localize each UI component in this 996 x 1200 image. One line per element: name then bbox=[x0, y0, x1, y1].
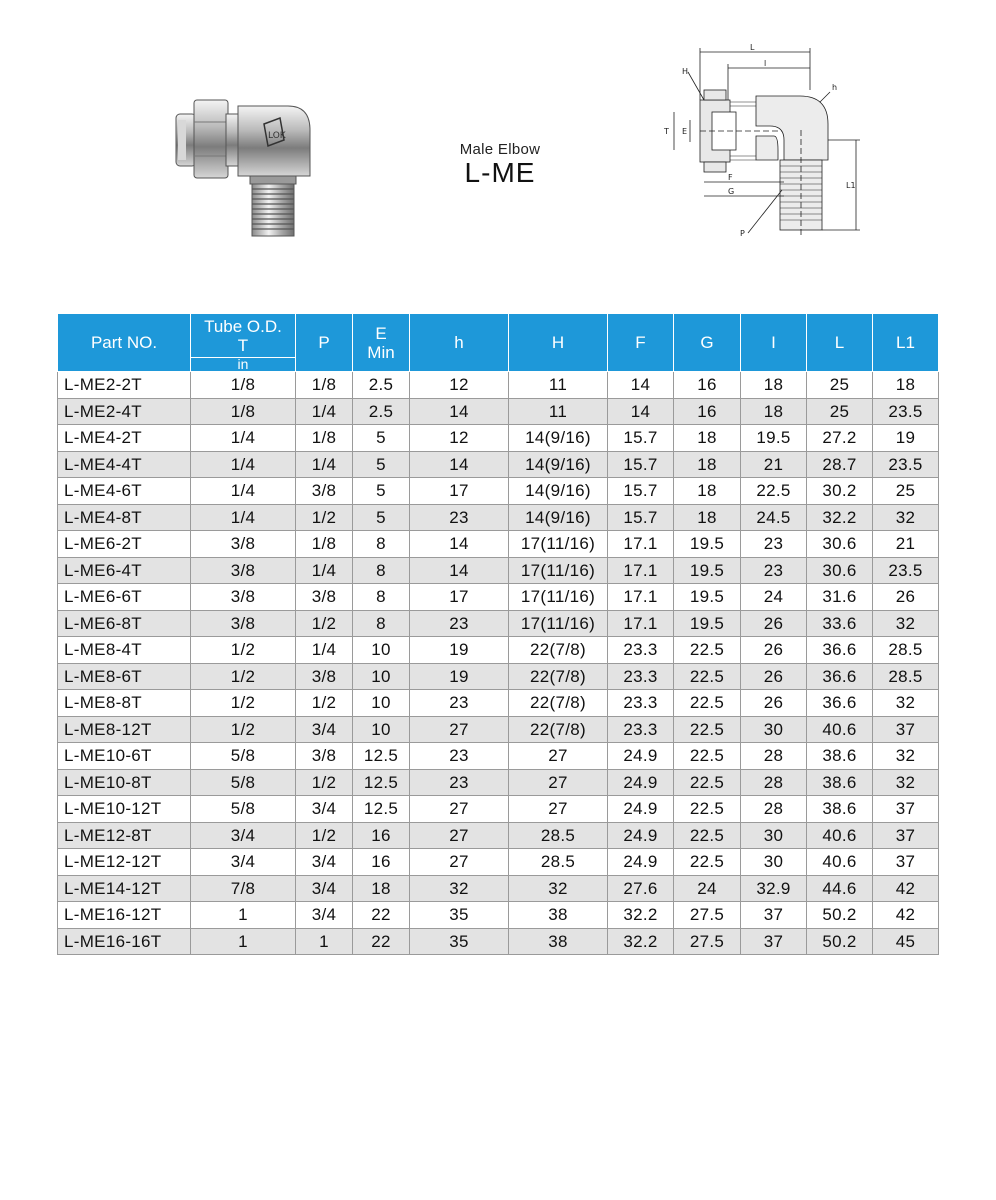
cell-l1: 19 bbox=[873, 425, 939, 452]
svg-text:LOK: LOK bbox=[268, 131, 286, 141]
cell-tube-od: 1/4 bbox=[191, 504, 296, 531]
cell-i: 26 bbox=[741, 610, 807, 637]
cell-h-small: 32 bbox=[410, 875, 509, 902]
cell-e-min: 12.5 bbox=[353, 796, 410, 823]
table-row bbox=[58, 610, 939, 637]
cell-h-big: 14(9/16) bbox=[509, 425, 608, 452]
cell-part-no: L-ME6-8T bbox=[58, 610, 191, 637]
cell-i: 28 bbox=[741, 743, 807, 770]
svg-text:H: H bbox=[682, 67, 689, 76]
cell-tube-od: 3/8 bbox=[191, 557, 296, 584]
cell-h-small: 12 bbox=[410, 425, 509, 452]
table-row bbox=[58, 557, 939, 584]
cell-part-no: L-ME8-6T bbox=[58, 663, 191, 690]
cell-l1: 25 bbox=[873, 478, 939, 505]
cell-tube-od: 3/4 bbox=[191, 822, 296, 849]
cell-part-no: L-ME10-12T bbox=[58, 796, 191, 823]
cell-p: 3/8 bbox=[296, 663, 353, 690]
cell-tube-od: 1/4 bbox=[191, 425, 296, 452]
cell-tube-od: 1 bbox=[191, 902, 296, 929]
cell-part-no: L-ME12-12T bbox=[58, 849, 191, 876]
cell-part-no: L-ME8-4T bbox=[58, 637, 191, 664]
cell-h-big: 27 bbox=[509, 769, 608, 796]
table-row bbox=[58, 372, 939, 399]
svg-text:E: E bbox=[682, 127, 688, 136]
cell-g: 22.5 bbox=[674, 716, 741, 743]
cell-g: 24 bbox=[674, 875, 741, 902]
cell-p: 1/8 bbox=[296, 425, 353, 452]
table-row bbox=[58, 822, 939, 849]
cell-l: 50.2 bbox=[807, 902, 873, 929]
cell-f: 15.7 bbox=[608, 478, 674, 505]
cell-g: 16 bbox=[674, 398, 741, 425]
cell-p: 1/2 bbox=[296, 504, 353, 531]
cell-l: 38.6 bbox=[807, 796, 873, 823]
cell-part-no: L-ME16-12T bbox=[58, 902, 191, 929]
cell-p: 1 bbox=[296, 928, 353, 955]
cell-g: 22.5 bbox=[674, 690, 741, 717]
cell-g: 19.5 bbox=[674, 610, 741, 637]
cell-p: 3/8 bbox=[296, 584, 353, 611]
cell-h-big: 11 bbox=[509, 372, 608, 399]
cell-tube-od: 1/4 bbox=[191, 478, 296, 505]
cell-e-min: 12.5 bbox=[353, 769, 410, 796]
cell-i: 18 bbox=[741, 398, 807, 425]
cell-g: 22.5 bbox=[674, 822, 741, 849]
cell-part-no: L-ME4-2T bbox=[58, 425, 191, 452]
cell-f: 24.9 bbox=[608, 743, 674, 770]
cell-p: 1/4 bbox=[296, 451, 353, 478]
cell-p: 1/8 bbox=[296, 531, 353, 558]
cell-l: 27.2 bbox=[807, 425, 873, 452]
cell-i: 21 bbox=[741, 451, 807, 478]
cell-l1: 26 bbox=[873, 584, 939, 611]
cell-h-small: 27 bbox=[410, 849, 509, 876]
cell-h-big: 14(9/16) bbox=[509, 478, 608, 505]
cell-h-big: 32 bbox=[509, 875, 608, 902]
cell-tube-od: 5/8 bbox=[191, 769, 296, 796]
cell-e-min: 16 bbox=[353, 822, 410, 849]
cell-h-small: 35 bbox=[410, 902, 509, 929]
table-row bbox=[58, 531, 939, 558]
cell-p: 1/2 bbox=[296, 822, 353, 849]
cell-i: 26 bbox=[741, 690, 807, 717]
cell-e-min: 10 bbox=[353, 637, 410, 664]
cell-l1: 32 bbox=[873, 769, 939, 796]
cell-tube-od: 1/2 bbox=[191, 637, 296, 664]
table-header-row bbox=[58, 314, 939, 372]
cell-h-small: 19 bbox=[410, 663, 509, 690]
cell-h-small: 23 bbox=[410, 504, 509, 531]
cell-f: 24.9 bbox=[608, 822, 674, 849]
cell-part-no: L-ME8-8T bbox=[58, 690, 191, 717]
cell-f: 32.2 bbox=[608, 928, 674, 955]
cell-e-min: 8 bbox=[353, 531, 410, 558]
cell-p: 1/2 bbox=[296, 690, 353, 717]
cell-i: 18 bbox=[741, 372, 807, 399]
cell-h-small: 14 bbox=[410, 398, 509, 425]
cell-l: 30.6 bbox=[807, 531, 873, 558]
cell-e-min: 22 bbox=[353, 928, 410, 955]
cell-g: 22.5 bbox=[674, 769, 741, 796]
cell-e-min: 16 bbox=[353, 849, 410, 876]
header-l: L bbox=[807, 314, 873, 372]
table-row bbox=[58, 875, 939, 902]
cell-e-min: 18 bbox=[353, 875, 410, 902]
cell-h-small: 14 bbox=[410, 557, 509, 584]
cell-i: 37 bbox=[741, 928, 807, 955]
cell-l: 32.2 bbox=[807, 504, 873, 531]
table-row bbox=[58, 716, 939, 743]
cell-h-small: 19 bbox=[410, 637, 509, 664]
cell-i: 24 bbox=[741, 584, 807, 611]
cell-e-min: 5 bbox=[353, 425, 410, 452]
cell-h-big: 22(7/8) bbox=[509, 637, 608, 664]
table-row bbox=[58, 584, 939, 611]
cell-i: 30 bbox=[741, 716, 807, 743]
cell-l: 30.6 bbox=[807, 557, 873, 584]
cell-f: 17.1 bbox=[608, 531, 674, 558]
cell-g: 18 bbox=[674, 451, 741, 478]
cell-l1: 45 bbox=[873, 928, 939, 955]
cell-p: 1/2 bbox=[296, 610, 353, 637]
cell-l1: 23.5 bbox=[873, 451, 939, 478]
cell-g: 18 bbox=[674, 478, 741, 505]
table-row bbox=[58, 690, 939, 717]
cell-l1: 23.5 bbox=[873, 557, 939, 584]
cell-p: 3/4 bbox=[296, 849, 353, 876]
cell-l: 36.6 bbox=[807, 663, 873, 690]
cell-f: 27.6 bbox=[608, 875, 674, 902]
table-row bbox=[58, 902, 939, 929]
header-p: P bbox=[296, 314, 353, 372]
cell-g: 16 bbox=[674, 372, 741, 399]
header-part-no: Part NO. bbox=[58, 314, 191, 372]
cell-g: 27.5 bbox=[674, 928, 741, 955]
table-row bbox=[58, 398, 939, 425]
cell-part-no: L-ME6-6T bbox=[58, 584, 191, 611]
cell-i: 28 bbox=[741, 769, 807, 796]
cell-f: 15.7 bbox=[608, 451, 674, 478]
table-row bbox=[58, 451, 939, 478]
cell-p: 3/4 bbox=[296, 902, 353, 929]
cell-h-small: 27 bbox=[410, 796, 509, 823]
cell-l: 25 bbox=[807, 372, 873, 399]
cell-l: 44.6 bbox=[807, 875, 873, 902]
cell-l: 31.6 bbox=[807, 584, 873, 611]
cell-i: 24.5 bbox=[741, 504, 807, 531]
cell-l1: 23.5 bbox=[873, 398, 939, 425]
cell-p: 1/4 bbox=[296, 637, 353, 664]
cell-f: 23.3 bbox=[608, 663, 674, 690]
cell-tube-od: 1/2 bbox=[191, 663, 296, 690]
cell-g: 22.5 bbox=[674, 743, 741, 770]
table-row bbox=[58, 796, 939, 823]
cell-p: 1/4 bbox=[296, 398, 353, 425]
cell-f: 23.3 bbox=[608, 690, 674, 717]
header-h-big: H bbox=[509, 314, 608, 372]
cell-tube-od: 7/8 bbox=[191, 875, 296, 902]
cell-tube-od: 5/8 bbox=[191, 743, 296, 770]
cell-tube-od: 3/4 bbox=[191, 849, 296, 876]
cell-i: 22.5 bbox=[741, 478, 807, 505]
cell-l1: 21 bbox=[873, 531, 939, 558]
cell-h-big: 28.5 bbox=[509, 849, 608, 876]
cell-e-min: 5 bbox=[353, 478, 410, 505]
cell-h-big: 17(11/16) bbox=[509, 531, 608, 558]
cell-i: 30 bbox=[741, 849, 807, 876]
cell-tube-od: 1/2 bbox=[191, 716, 296, 743]
cell-e-min: 10 bbox=[353, 690, 410, 717]
cell-h-small: 12 bbox=[410, 372, 509, 399]
cell-g: 19.5 bbox=[674, 557, 741, 584]
cell-g: 27.5 bbox=[674, 902, 741, 929]
cell-i: 28 bbox=[741, 796, 807, 823]
cell-l1: 32 bbox=[873, 504, 939, 531]
cell-f: 15.7 bbox=[608, 425, 674, 452]
cell-h-small: 23 bbox=[410, 769, 509, 796]
cell-tube-od: 1 bbox=[191, 928, 296, 955]
cell-g: 22.5 bbox=[674, 637, 741, 664]
cell-i: 23 bbox=[741, 531, 807, 558]
cell-tube-od: 5/8 bbox=[191, 796, 296, 823]
cell-part-no: L-ME14-12T bbox=[58, 875, 191, 902]
cell-l: 40.6 bbox=[807, 849, 873, 876]
cell-g: 19.5 bbox=[674, 584, 741, 611]
cell-i: 26 bbox=[741, 663, 807, 690]
cell-h-big: 28.5 bbox=[509, 822, 608, 849]
title-block bbox=[440, 141, 560, 189]
cell-e-min: 22 bbox=[353, 902, 410, 929]
product-code: L-ME bbox=[464, 157, 536, 188]
svg-text:T: T bbox=[664, 127, 669, 136]
cell-e-min: 8 bbox=[353, 610, 410, 637]
cell-part-no: L-ME10-6T bbox=[58, 743, 191, 770]
cell-part-no: L-ME4-4T bbox=[58, 451, 191, 478]
cell-l1: 37 bbox=[873, 822, 939, 849]
cell-f: 14 bbox=[608, 372, 674, 399]
cell-f: 23.3 bbox=[608, 637, 674, 664]
cell-f: 17.1 bbox=[608, 584, 674, 611]
product-subtitle: Male Elbow bbox=[459, 141, 541, 158]
cell-l1: 37 bbox=[873, 849, 939, 876]
cell-l1: 37 bbox=[873, 796, 939, 823]
cell-i: 23 bbox=[741, 557, 807, 584]
cell-p: 1/2 bbox=[296, 769, 353, 796]
cell-h-big: 27 bbox=[509, 743, 608, 770]
spec-table bbox=[57, 313, 939, 955]
cell-e-min: 2.5 bbox=[353, 372, 410, 399]
header-e-min: E Min bbox=[353, 314, 410, 372]
cell-l1: 28.5 bbox=[873, 637, 939, 664]
cell-part-no: L-ME4-6T bbox=[58, 478, 191, 505]
table-row bbox=[58, 663, 939, 690]
cell-f: 23.3 bbox=[608, 716, 674, 743]
cell-e-min: 5 bbox=[353, 451, 410, 478]
table-row bbox=[58, 849, 939, 876]
cell-l: 33.6 bbox=[807, 610, 873, 637]
cell-part-no: L-ME16-16T bbox=[58, 928, 191, 955]
cell-i: 26 bbox=[741, 637, 807, 664]
cell-l: 38.6 bbox=[807, 743, 873, 770]
cell-g: 22.5 bbox=[674, 796, 741, 823]
cell-f: 24.9 bbox=[608, 849, 674, 876]
cell-i: 30 bbox=[741, 822, 807, 849]
cell-e-min: 5 bbox=[353, 504, 410, 531]
table-row bbox=[58, 637, 939, 664]
cell-f: 17.1 bbox=[608, 610, 674, 637]
cell-f: 24.9 bbox=[608, 769, 674, 796]
cell-h-big: 11 bbox=[509, 398, 608, 425]
cell-l: 40.6 bbox=[807, 716, 873, 743]
cell-part-no: L-ME6-4T bbox=[58, 557, 191, 584]
table-row bbox=[58, 928, 939, 955]
cell-g: 22.5 bbox=[674, 663, 741, 690]
cell-i: 37 bbox=[741, 902, 807, 929]
cell-h-small: 27 bbox=[410, 716, 509, 743]
table-body bbox=[58, 372, 939, 955]
cell-h-small: 23 bbox=[410, 690, 509, 717]
cell-e-min: 8 bbox=[353, 584, 410, 611]
cell-f: 15.7 bbox=[608, 504, 674, 531]
cell-p: 3/4 bbox=[296, 716, 353, 743]
table-row bbox=[58, 425, 939, 452]
header-f: F bbox=[608, 314, 674, 372]
cell-l: 25 bbox=[807, 398, 873, 425]
cell-e-min: 12.5 bbox=[353, 743, 410, 770]
cell-tube-od: 1/4 bbox=[191, 451, 296, 478]
cell-l1: 32 bbox=[873, 610, 939, 637]
cell-h-big: 14(9/16) bbox=[509, 504, 608, 531]
header-h-small: h bbox=[410, 314, 509, 372]
cell-h-big: 27 bbox=[509, 796, 608, 823]
cell-e-min: 8 bbox=[353, 557, 410, 584]
table-row bbox=[58, 504, 939, 531]
cell-h-small: 17 bbox=[410, 478, 509, 505]
cell-tube-od: 1/8 bbox=[191, 398, 296, 425]
cell-h-big: 17(11/16) bbox=[509, 584, 608, 611]
cell-g: 18 bbox=[674, 504, 741, 531]
cell-p: 1/8 bbox=[296, 372, 353, 399]
cell-h-small: 14 bbox=[410, 451, 509, 478]
svg-text:L: L bbox=[750, 43, 755, 52]
header-g: G bbox=[674, 314, 741, 372]
svg-text:F: F bbox=[728, 173, 733, 182]
cell-tube-od: 1/8 bbox=[191, 372, 296, 399]
cell-h-small: 17 bbox=[410, 584, 509, 611]
cell-h-big: 38 bbox=[509, 928, 608, 955]
cell-p: 3/4 bbox=[296, 796, 353, 823]
cell-l: 50.2 bbox=[807, 928, 873, 955]
cell-i: 19.5 bbox=[741, 425, 807, 452]
cell-f: 24.9 bbox=[608, 796, 674, 823]
cell-l1: 42 bbox=[873, 902, 939, 929]
cell-tube-od: 1/2 bbox=[191, 690, 296, 717]
cell-l: 28.7 bbox=[807, 451, 873, 478]
cell-h-big: 17(11/16) bbox=[509, 610, 608, 637]
header-l1: L1 bbox=[873, 314, 939, 372]
cell-h-small: 27 bbox=[410, 822, 509, 849]
table-row bbox=[58, 769, 939, 796]
cell-p: 3/8 bbox=[296, 478, 353, 505]
cell-p: 1/4 bbox=[296, 557, 353, 584]
cell-f: 14 bbox=[608, 398, 674, 425]
cell-h-big: 22(7/8) bbox=[509, 690, 608, 717]
cell-f: 17.1 bbox=[608, 557, 674, 584]
technical-drawing bbox=[660, 40, 880, 246]
cell-l: 36.6 bbox=[807, 637, 873, 664]
cell-h-big: 22(7/8) bbox=[509, 663, 608, 690]
cell-h-big: 14(9/16) bbox=[509, 451, 608, 478]
svg-text:G: G bbox=[728, 187, 735, 196]
cell-h-small: 14 bbox=[410, 531, 509, 558]
cell-part-no: L-ME8-12T bbox=[58, 716, 191, 743]
cell-l: 30.2 bbox=[807, 478, 873, 505]
cell-g: 22.5 bbox=[674, 849, 741, 876]
cell-l1: 28.5 bbox=[873, 663, 939, 690]
cell-e-min: 10 bbox=[353, 716, 410, 743]
cell-l1: 42 bbox=[873, 875, 939, 902]
table-row bbox=[58, 478, 939, 505]
cell-l1: 32 bbox=[873, 743, 939, 770]
svg-text:L1: L1 bbox=[846, 181, 856, 190]
svg-text:l: l bbox=[764, 59, 767, 68]
header-tube-od: Tube O.D. T in bbox=[191, 314, 296, 372]
cell-part-no: L-ME10-8T bbox=[58, 769, 191, 796]
cell-l1: 32 bbox=[873, 690, 939, 717]
cell-tube-od: 3/8 bbox=[191, 610, 296, 637]
header-i: I bbox=[741, 314, 807, 372]
cell-l1: 37 bbox=[873, 716, 939, 743]
cell-h-big: 17(11/16) bbox=[509, 557, 608, 584]
cell-part-no: L-ME6-2T bbox=[58, 531, 191, 558]
cell-l: 38.6 bbox=[807, 769, 873, 796]
cell-l1: 18 bbox=[873, 372, 939, 399]
cell-tube-od: 3/8 bbox=[191, 531, 296, 558]
cell-tube-od: 3/8 bbox=[191, 584, 296, 611]
cell-part-no: L-ME4-8T bbox=[58, 504, 191, 531]
svg-text:h: h bbox=[832, 83, 838, 92]
cell-e-min: 10 bbox=[353, 663, 410, 690]
cell-e-min: 2.5 bbox=[353, 398, 410, 425]
svg-text:P: P bbox=[740, 229, 745, 238]
cell-g: 19.5 bbox=[674, 531, 741, 558]
cell-p: 3/4 bbox=[296, 875, 353, 902]
cell-part-no: L-ME2-2T bbox=[58, 372, 191, 399]
cell-l: 36.6 bbox=[807, 690, 873, 717]
cell-p: 3/8 bbox=[296, 743, 353, 770]
table-row bbox=[58, 743, 939, 770]
cell-h-small: 23 bbox=[410, 610, 509, 637]
cell-h-small: 35 bbox=[410, 928, 509, 955]
cell-part-no: L-ME12-8T bbox=[58, 822, 191, 849]
product-photo bbox=[160, 92, 320, 242]
cell-h-big: 38 bbox=[509, 902, 608, 929]
cell-part-no: L-ME2-4T bbox=[58, 398, 191, 425]
cell-h-small: 23 bbox=[410, 743, 509, 770]
cell-f: 32.2 bbox=[608, 902, 674, 929]
cell-l: 40.6 bbox=[807, 822, 873, 849]
cell-h-big: 22(7/8) bbox=[509, 716, 608, 743]
cell-i: 32.9 bbox=[741, 875, 807, 902]
cell-g: 18 bbox=[674, 425, 741, 452]
